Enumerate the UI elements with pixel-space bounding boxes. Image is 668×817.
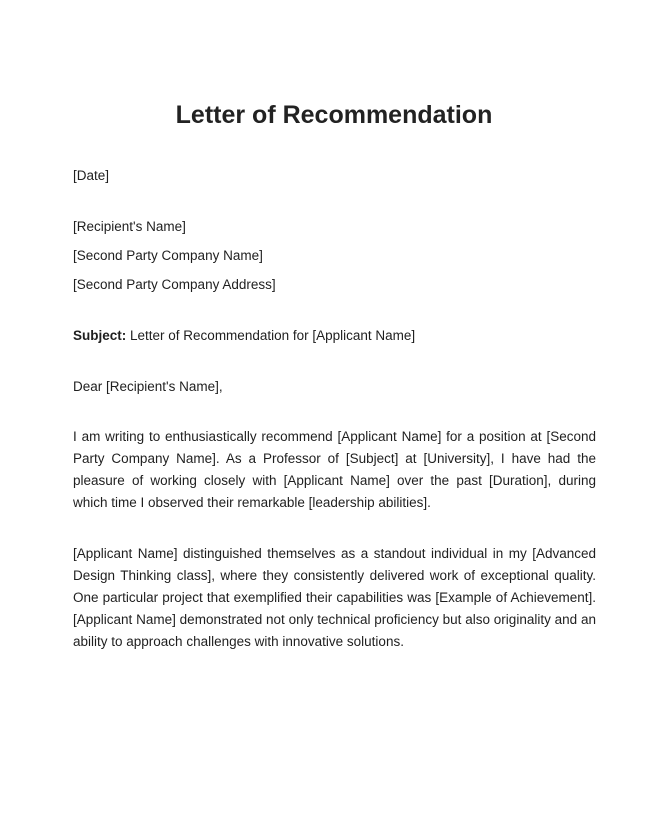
salutation-line: Dear [Recipient's Name], bbox=[73, 379, 223, 394]
subject-label: Subject: bbox=[73, 328, 127, 343]
recipient-name-line: [Recipient's Name] bbox=[73, 219, 186, 234]
body-paragraph-1: I am writing to enthusiastically recommend [Applicant Name] for a position at [Second Party Company Name]. As a Professor of [Subject] at [University], I have had the pleasure of working closely with [Applicant Name] over the past [Duration], during which time I observed their remarkable [leadership abilities]. bbox=[73, 429, 596, 510]
body-paragraph-2: [Applicant Name] distinguished themselves as a standout individual in my [Advanced Design Thinking class], where they consistently delivered work of exceptional quality. One particular project that exemplified their capabilities was [Example of Achievement]. [Applicant Name] demonstrated not only technical proficiency but also originality and an ability to approach challenges with innovative solutions. bbox=[73, 546, 596, 649]
subject-text: Letter of Recommendation for [Applicant Name] bbox=[126, 328, 416, 343]
company-address-line: [Second Party Company Address] bbox=[73, 277, 276, 292]
letter-title: Letter of Recommendation bbox=[175, 101, 493, 129]
date-line: [Date] bbox=[73, 168, 110, 183]
subject-line bbox=[73, 327, 415, 345]
company-name-line: [Second Party Company Name] bbox=[73, 248, 263, 263]
